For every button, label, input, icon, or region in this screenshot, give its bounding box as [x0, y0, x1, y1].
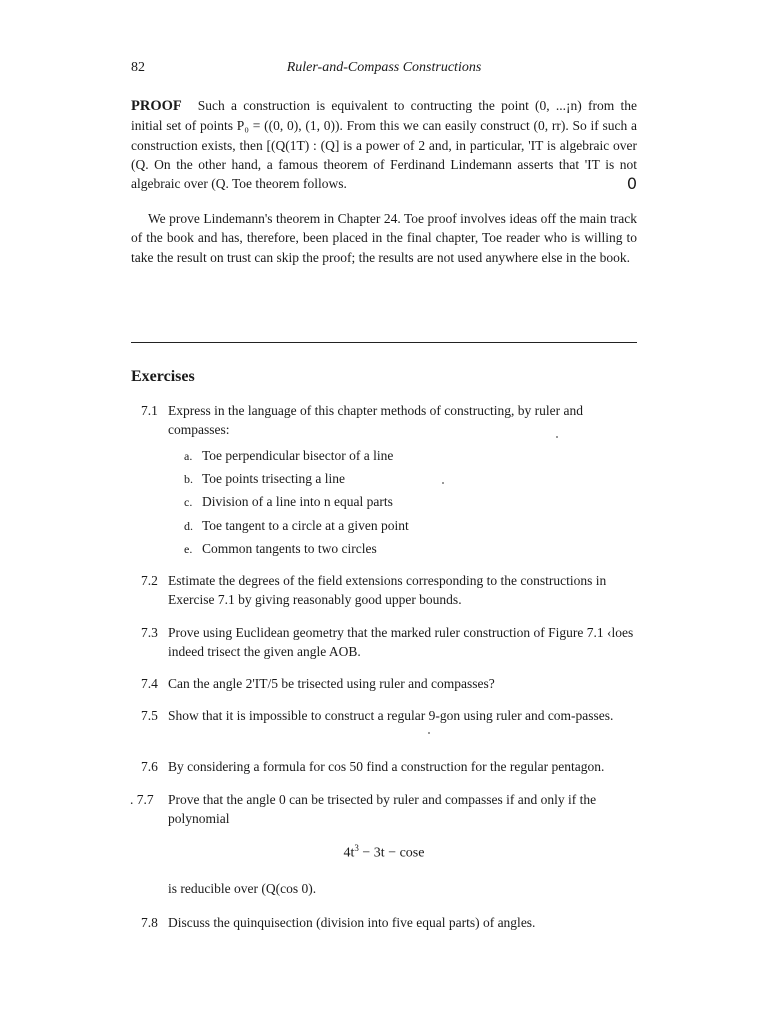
subitem-text: Common tangents to two circles: [202, 541, 377, 556]
formula-rest: − 3t − cose: [358, 845, 425, 861]
exercise-text: Show that it is impossible to construct a regular 9-gon using ruler and com-passes.: [168, 708, 614, 723]
subitem-letter: e.: [184, 542, 193, 556]
lindemann-paragraph: We prove Lindemann's theorem in Chapter 24. Toe proof involves ideas off the main track of the book and has, therefore, been placed in the final chapter, Toe reader who is willing to take the result on trust can skip the proof; the results are not used anywhere else in the book.: [131, 211, 637, 265]
subitem-d: [184, 516, 409, 536]
exercise-text: Estimate the degrees of the field extensions corresponding to the constructions in Exercise 7.1 by giving reasonably good upper bounds.: [168, 573, 607, 607]
exercise-7-1: [141, 401, 637, 439]
subitem-a: [184, 446, 393, 466]
exercise-text: Prove that the angle 0 can be trisected by ruler and compasses if and only if the polynomial: [168, 792, 597, 826]
qed-mark: 0: [626, 174, 637, 194]
exercise-number: 7.3: [141, 625, 158, 640]
exercise-7-7: [130, 790, 637, 828]
exercise-number: . 7.7: [130, 792, 154, 807]
subitem-e: [184, 539, 377, 559]
page-header: [131, 60, 637, 80]
proof-text: Such a construction is equivalent to contructing the point (0, ...¡n) from the initial set of points P₀ = ((0, 0), (1, 0)). From this we can easily construct (0, rr). So if such a construction exists, then [(Q(1T) : (Q] is a power of 2 and, in particular, 'IT is algebraic over (Q. On the other hand, a famous theorem of Ferdinand Lindemann asserts that 'IT is not algebraic over (Q. Toe theorem follows.: [131, 98, 637, 192]
subitem-text: Toe perpendicular bisector of a line: [202, 448, 394, 463]
exercise-7-2: [141, 571, 637, 609]
subitem-c: [184, 492, 393, 512]
exercise-text: By considering a formula for cos 50 find a construction for the regular pentagon.: [168, 759, 605, 774]
exercise-7-7-continued: [141, 879, 637, 898]
exercise-number: 7.2: [141, 573, 158, 588]
exercise-7-4: [141, 674, 637, 693]
subitem-letter: b.: [184, 472, 193, 486]
exercise-7-6: [141, 757, 637, 776]
exercise-number: 7.4: [141, 676, 158, 691]
subitem-b: [184, 469, 345, 489]
exercise-number: 7.8: [141, 915, 158, 930]
exercise-text: is reducible over (Q(cos 0).: [168, 881, 317, 896]
exercise-7-3: [141, 623, 637, 661]
subitem-text: Toe points trisecting a line: [202, 471, 346, 486]
exercise-text: Discuss the quinquisection (division into five equal parts) of angles.: [168, 915, 536, 930]
scan-speck: [556, 436, 558, 438]
scan-speck: [442, 482, 444, 484]
exercise-number: 7.6: [141, 759, 158, 774]
subitem-text: Toe tangent to a circle at a given point: [202, 518, 409, 533]
exercise-text: Can the angle 2'IT/5 be trisected using ruler and compasses?: [168, 676, 495, 691]
running-title: Ruler-and-Compass Constructions: [286, 60, 482, 75]
proof-block: [131, 96, 637, 193]
exercise-7-5: [141, 706, 637, 725]
proof-label: PROOF: [131, 98, 182, 114]
exercise-text: Express in the language of this chapter methods of constructing, by ruler and compasses:: [168, 403, 584, 437]
subitem-letter: a.: [184, 449, 193, 463]
exercises-heading: Exercises: [131, 368, 195, 385]
subitem-letter: c.: [184, 495, 193, 509]
exercise-7-8: [141, 913, 637, 932]
exercise-number: 7.5: [141, 708, 158, 723]
formula-exponent: 3: [354, 843, 359, 853]
polynomial-formula: [0, 843, 768, 862]
subitem-letter: d.: [184, 519, 193, 533]
page-number: 82: [131, 60, 145, 75]
subitem-text: Division of a line into n equal parts: [202, 494, 393, 509]
section-divider: [131, 342, 637, 343]
exercise-number: 7.1: [141, 403, 158, 418]
formula-term: 4t: [343, 845, 355, 861]
scan-speck: [428, 732, 430, 734]
exercise-text: Prove using Euclidean geometry that the marked ruler construction of Figure 7.1 ‹loes indeed trisect the given angle AOB.: [168, 625, 634, 659]
